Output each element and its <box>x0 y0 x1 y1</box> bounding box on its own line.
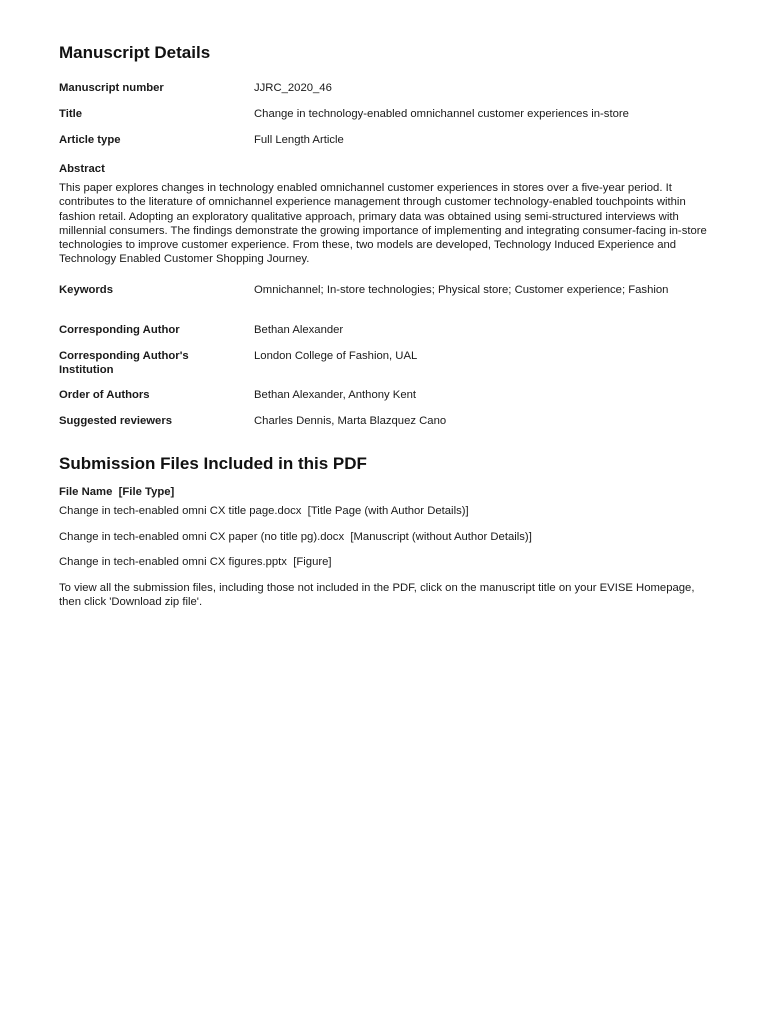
field-label: Title <box>59 108 83 120</box>
field-value: Bethan Alexander, Anthony Kent <box>254 389 417 401</box>
field-value: Full Length Article <box>254 134 344 146</box>
field-label: Keywords <box>59 284 113 296</box>
field-label: Order of Authors <box>59 389 150 401</box>
field-value: London College of Fashion, UAL <box>254 350 418 362</box>
field-label: Manuscript number <box>59 82 164 94</box>
field-label: Article type <box>59 134 121 146</box>
field-value: Change in technology-enabled omnichannel customer experiences in-store <box>254 108 629 120</box>
field-value: Omnichannel; In-store technologies; Physical store; Customer experience; Fashion <box>254 284 669 296</box>
field-label: Corresponding Author's Institution <box>59 350 189 376</box>
download-note: To view all the submission files, including those not included in the PDF, click on the manuscript title on your EVISE Homepage, then click 'Download zip file'. <box>59 582 695 609</box>
file-item: Change in tech-enabled omni CX paper (no title pg).docx [Manuscript (without Author Details)] <box>59 531 532 543</box>
abstract-text: This paper explores changes in technology enabled omnichannel customer experiences in stores over a five-year period. It contributes to the literature of omnichannel experience management through customer technology-enabled touchpoints within fashion retail. Adopting an exploratory qualitative approach, primary data was obtained using semi-structured interviews with millennial consumers. The findings demonstrate the growing importance of implementing and integrating consumer-facing in-store technologies to improve customer experience. From these, two models are developed, Technology Induced Experience and Technology Enabled Customer Shopping Journey. <box>59 182 707 266</box>
abstract-label: Abstract <box>59 163 105 175</box>
file-list-header: File Name [File Type] <box>59 486 175 498</box>
field-value: Charles Dennis, Marta Blazquez Cano <box>254 415 447 427</box>
field-value: JJRC_2020_46 <box>254 82 332 94</box>
file-item: Change in tech-enabled omni CX title page.docx [Title Page (with Author Details)] <box>59 505 469 517</box>
manuscript-details-heading: Manuscript Details <box>59 43 211 62</box>
field-label: Corresponding Author <box>59 324 180 336</box>
field-label: Suggested reviewers <box>59 415 173 427</box>
field-value: Bethan Alexander <box>254 324 344 336</box>
submission-files-heading: Submission Files Included in this PDF <box>59 454 367 473</box>
file-item: Change in tech-enabled omni CX figures.pptx [Figure] <box>59 556 332 568</box>
